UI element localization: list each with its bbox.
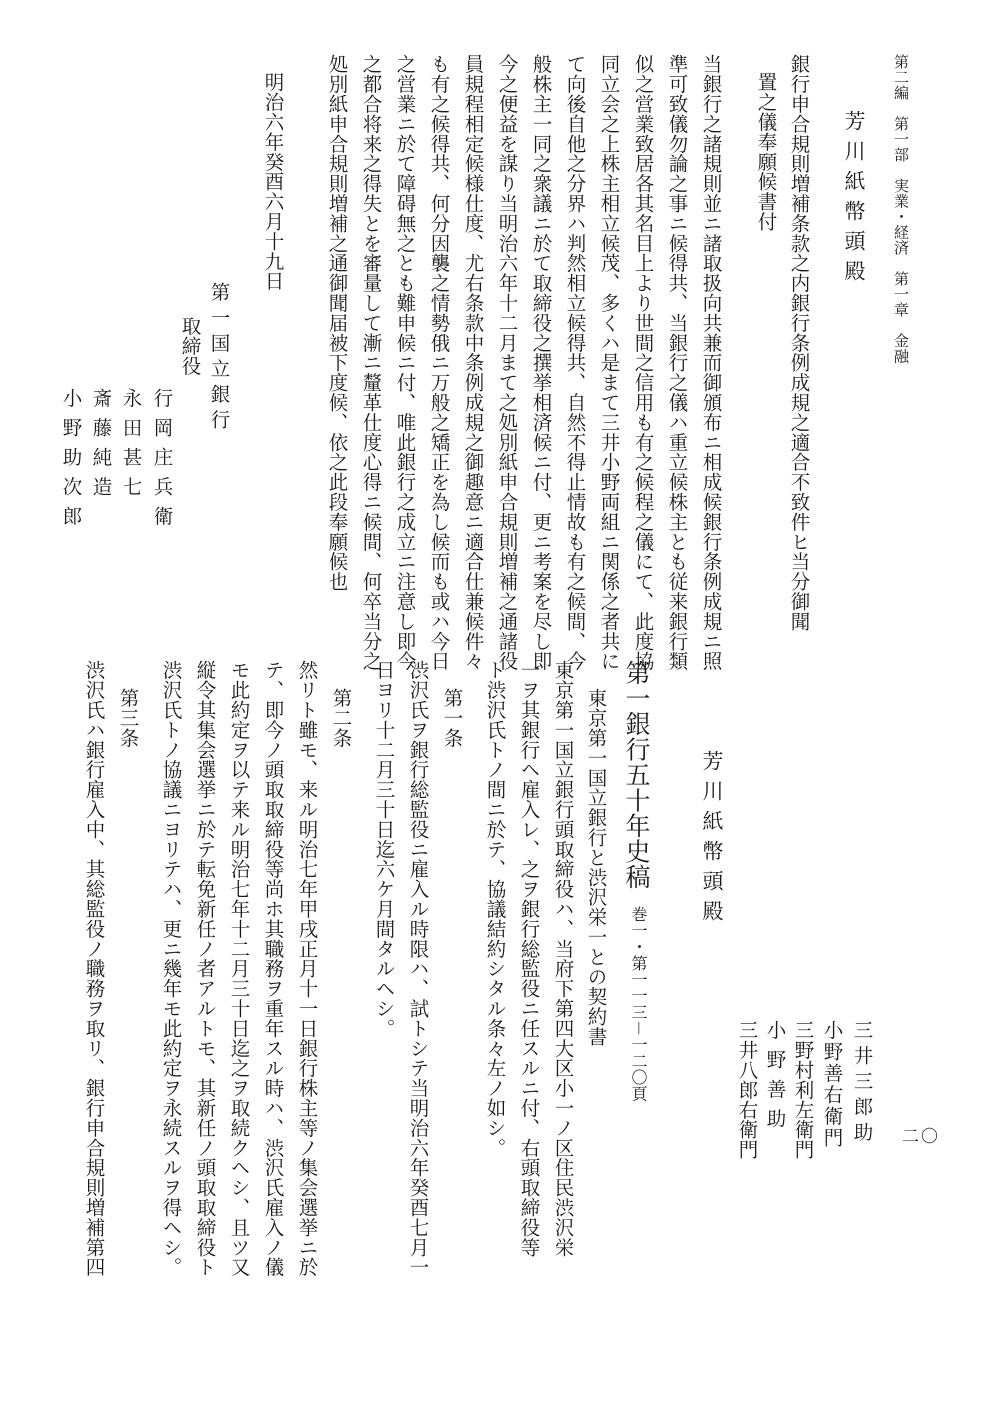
top-body-line-12: 処別紙申合規則増補之通御聞届被下度候、依之此段奉願候也 [325,54,349,592]
top-body-line-3: 似之営業致居各其名目上より世間之信用も有之候程之儀にて、此度協 [631,54,655,671]
article-1-line-1: 渋沢氏ヲ銀行総監役ニ雇入ル時限ハ、試トシテ当明治六年癸酉七月一 [406,660,430,1277]
preamble-line-2: 一ヲ其銀行ヘ雇入レ、之ヲ銀行総監役ニ任スルニ付、右頭取締役等 [517,660,541,1257]
article-1-heading: 第一条 [440,688,464,748]
top-bank-name: 第一国立銀行 [207,282,231,435]
bottom-signer-3: 三野村利左衛門 [791,1020,815,1160]
article-2-heading: 第二条 [329,688,353,748]
top-body-line-5: て向後自他之分界ハ判然相立候得共、自然不得止情故も有之候間、今 [563,54,587,671]
article-2-line-4: 縦令其集会選挙ニ於テ転免新任ノ者アルトモ、其新任ノ頭取取締役ト [193,660,217,1277]
bottom-signer-2: 小野善右衛門 [820,1020,844,1149]
top-signer-1: 行岡庄兵衛 [150,388,174,536]
contract-subtitle: 東京第一国立銀行と渋沢栄一との契約書 [584,688,608,1047]
article-3-heading: 第三条 [116,688,140,748]
page-number: 二〇 [902,1127,940,1147]
top-body-line-6: 般株主一同之衆議ニ於て取締役之撰挙相済候ニ付、更ニ考案を尽し即 [529,54,553,671]
top-body-line-1: 当銀行之諸規則並ニ諸取扱向共兼而御頒布ニ相成候銀行条例成規ニ照 [699,54,723,671]
source-reference: 巻一・第一一三－一二〇頁 [629,906,648,1102]
top-title-line-1: 銀行申合規則増補条款之内銀行条例成規之適合不致件ヒ当分御聞 [787,54,811,632]
top-signer-2: 永田甚七 [119,388,143,506]
top-signer-4: 小野助次郎 [59,388,83,536]
source-title: 第一銀行五十年史稿 [622,660,651,890]
bottom-signer-1: 三井三郎助 [850,1020,874,1148]
top-body-line-9: も有之候得共、何分因襲之情勢俄ニ万般之矯正を為し候而も或ハ今日 [427,54,451,671]
top-body-line-10: 之営業ニ於て障碍無之とも難申候ニ付、唯此銀行之成立ニ注意し即今 [393,54,417,671]
top-date: 明治六年癸酉六月十九日 [261,72,285,291]
top-body-line-7: 今之便益を謀り当明治六年十二月まて之処別紙申合規則増補之通諸役 [495,54,519,671]
bottom-signer-4: 小野善助 [763,1020,787,1138]
top-title-line-2: 置之儀奉願候書付 [754,72,778,232]
article-2-line-3: モ此約定ヲ以テ来ル明治七年十二月三十日迄之ヲ取続クヘシ、且ツ又 [227,660,251,1277]
top-addressee: 芳川紙幣頭殿 [842,110,866,290]
top-body-line-8: 員規程相定候様仕度、尤右条款中条例成規之御趣意ニ適合仕兼候件々 [461,54,485,671]
top-body-line-2: 準可致儀勿論之事ニ候得共、当銀行之儀ハ重立候株主とも従来銀行類 [665,54,689,671]
article-2-line-5: 渋沢氏トノ協議ニヨリテハ、更ニ幾年モ此約定ヲ永続スルヲ得ヘシ。 [159,660,183,1277]
top-body-line-11: 之都合将来之得失とを審量して漸ニ釐革仕度心得ニ候間、何卒当分之 [359,54,383,671]
article-2-line-2: テ、即今ノ頭取取締役等尚ホ其職務ヲ重年スル時ハ、渋沢氏雇入ノ儀 [261,660,285,1277]
bottom-signer-5: 三井八郎右衛門 [735,1020,759,1160]
article-2-line-1: 然リト雖モ、来ル明治七年甲戌正月十一日銀行株主等ノ集会選挙ニ於 [295,660,319,1277]
preamble-line-3: ト渋沢氏トノ間ニ於テ、協議結約シタル条々左ノ如シ。 [483,660,507,1158]
article-1-line-2: 日ヨリ十二月三十日迄六ケ月間タルヘシ。 [372,660,396,1039]
top-signer-3: 斎藤純造 [89,388,113,506]
article-3-line-1: 渋沢氏ハ銀行雇入中、其総監役ノ職務ヲ取リ、銀行申合規則増補第四 [82,660,106,1277]
preamble-line-1: 東京第一国立銀行頭取締役ハ、当府下第四大区小一ノ区住民渋沢栄 [551,660,575,1257]
top-body-line-4: 同立会之上株主相立候茂、多くハ是まて三井小野両組ニ関係之者共に [597,54,621,671]
top-role: 取締役 [178,316,202,376]
bottom-addressee: 芳川紙幣頭殿 [700,750,724,930]
running-head: 第二編 第一部 実業・経済 第一章 金融 [892,54,910,364]
